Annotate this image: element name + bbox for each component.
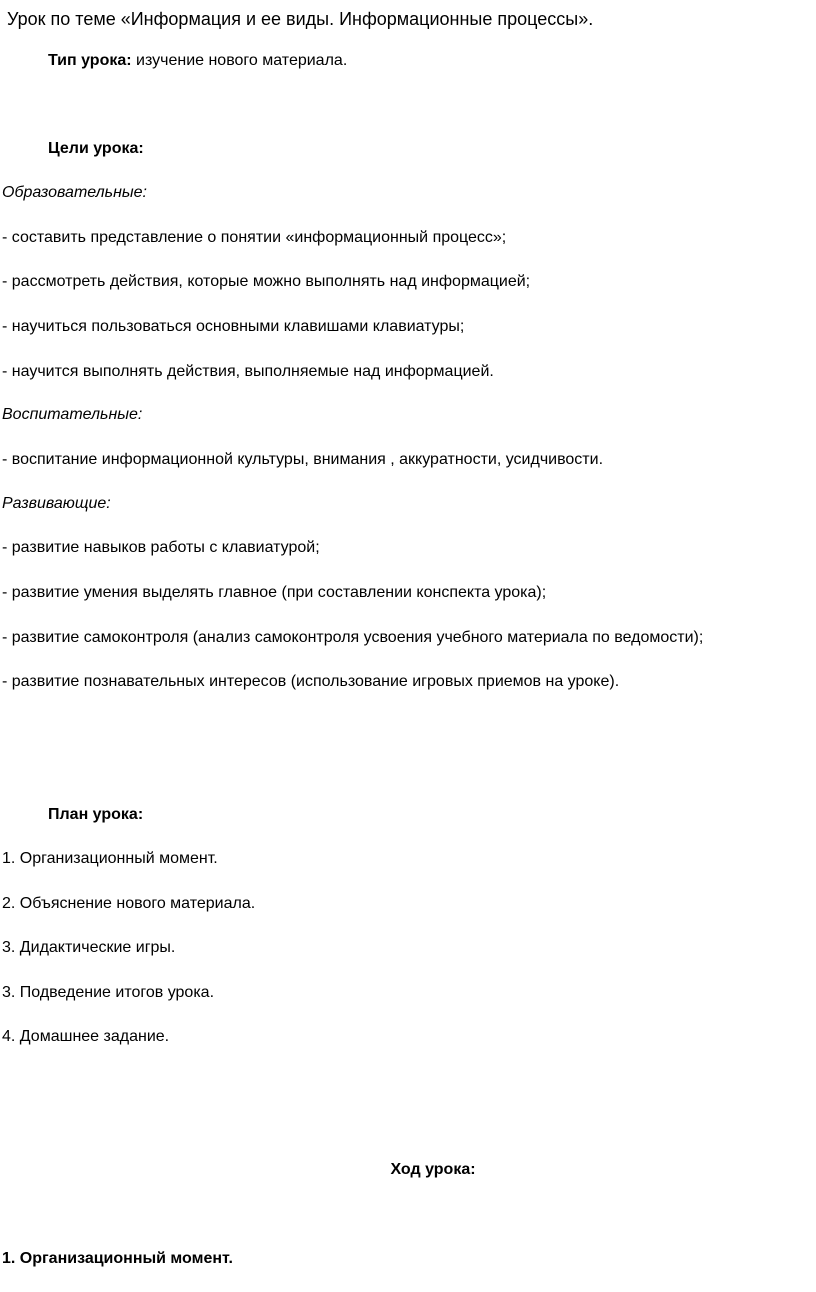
upbringing-goals-heading: Воспитательные: xyxy=(2,406,143,423)
educational-goal-item: - научится выполнять действия, выполняемые над информацией. xyxy=(2,363,494,380)
educational-goal-item: - рассмотреть действия, которые можно выполнять над информацией; xyxy=(2,273,531,290)
lesson-type-label: Тип урока: xyxy=(48,52,132,69)
developing-goal-item: - развитие навыков работы с клавиатурой; xyxy=(2,539,320,556)
plan-item: 3. Подведение итогов урока. xyxy=(2,984,215,1001)
educational-goal-item: - составить представление о понятии «информационный процесс»; xyxy=(2,229,507,246)
plan-item: 4. Домашнее задание. xyxy=(2,1028,170,1045)
plan-item: 3. Дидактические игры. xyxy=(2,939,176,956)
section-heading: 1. Организационный момент. xyxy=(2,1250,233,1267)
developing-goal-item: - развитие самоконтроля (анализ самоконтроля усвоения учебного материала по ведомости); xyxy=(2,629,704,646)
goals-heading: Цели урока: xyxy=(48,140,144,157)
plan-heading: План урока: xyxy=(48,806,144,823)
developing-goal-item: - развитие познавательных интересов (использование игровых приемов на уроке). xyxy=(2,673,620,690)
educational-goals-heading: Образовательные: xyxy=(2,184,147,201)
upbringing-goal-item: - воспитание информационной культуры, внимания , аккуратности, усидчивости. xyxy=(2,451,604,468)
educational-goal-item: - научиться пользоваться основными клавишами клавиатуры; xyxy=(2,318,465,335)
developing-goal-item: - развитие умения выделять главное (при составлении конспекта урока); xyxy=(2,584,547,601)
plan-item: 1. Организационный момент. xyxy=(2,850,218,867)
plan-item: 2. Объяснение нового материала. xyxy=(2,895,256,912)
progress-heading: Ход урока: xyxy=(390,1161,476,1178)
document-title: Урок по теме «Информация и ее виды. Информационные процессы». xyxy=(7,9,594,29)
developing-goals-heading: Развивающие: xyxy=(2,495,111,512)
lesson-type-value: изучение нового материала. xyxy=(131,52,348,69)
lesson-type xyxy=(48,51,347,71)
